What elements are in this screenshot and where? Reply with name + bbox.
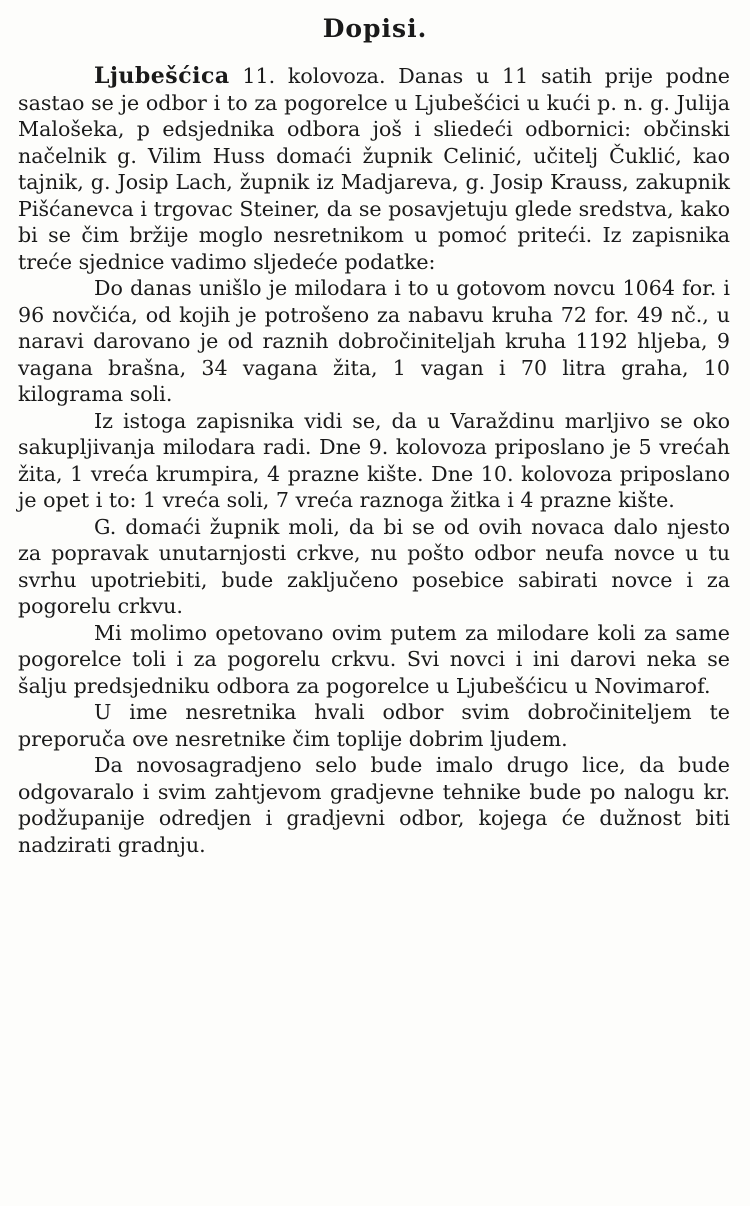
article-paragraph: U ime nesretnika hvali odbor svim dobročiniteljem te preporuča ove nesretnike čim toplije dobrim ljudem. <box>18 700 730 751</box>
article-paragraph: Iz istoga zapisnika vidi se, da u Varaždinu marljivo se oko sakupljivanja milodara radi. Dne 9. kolovoza priposlano je 5 vrećah žita, 1 vreća krumpira, 4 prazne kište. Dne 10. kolovoza priposlano je opet i to: 1 vreća soli, 7 vreća raznoga žitka i 4 prazne kište. <box>18 408 730 512</box>
article-paragraph: G. domaći župnik moli, da bi se od ovih novaca dalo njesto za popravak unutarnjosti crkve, nu pošto odbor neufa novce u tu svrhu upotriebiti, bude zaključeno posebice sabirati novce i za pogorelu crkvu. <box>18 514 730 618</box>
article-paragraph: Do danas unišlo je milodara i to u gotovom novcu 1064 for. i 96 novčića, od kojih je potrošeno za nabavu kruha 72 for. 49 nč., u naravi darovano je od raznih dobročiniteljah kruha 1192 hljeba, 9 vagana brašna, 34 vagana žita, 1 vagan i 70 litra graha, 10 kilograma soli. <box>18 276 730 406</box>
article-paragraph: Da novosagradjeno selo bude imalo drugo lice, da bude odgovaralo i svim zahtjevom gradjevne tehnike bude po nalogu kr. podžupanije odredjen i gradjevni odbor, kojega će dužnost biti nadzirati gradnju. <box>18 753 730 857</box>
article-paragraph: Mi molimo opetovano ovim putem za milodare koli za same pogorelce toli i za pogorelu crkvu. Svi novci i ini darovi neka se šalju predsjedniku odbora za pogorelce u Ljubešćicu u Novimarof. <box>18 620 730 698</box>
dateline: Ljubešćica <box>94 63 230 89</box>
section-heading: Dopisi. <box>322 14 428 43</box>
article-body <box>18 63 730 858</box>
article-paragraph <box>18 63 730 275</box>
paragraph-text: 11. kolovoza. Danas u 11 satih prije podne sastao se je odbor i to za pogorelce u Ljubešćici u kući p. n. g. Julija Malošeka, p edsjednika odbora još i sliedeći odbornici: občinski načelnik g. Vilim Huss domaći župnik Celinić, učitelj Čuklić, kao tajnik, g. Josip Lach, župnik iz Madjareva, g. Josip Krauss, zakupnik Pišćanevca i trgovac Steiner, da se posavjetuju glede sredstva, kako bi se čim bržije moglo nesretnikom u pomoć priteći. Iz zapisnika treće sjednice vadimo sljedeće podatke: <box>18 64 730 274</box>
